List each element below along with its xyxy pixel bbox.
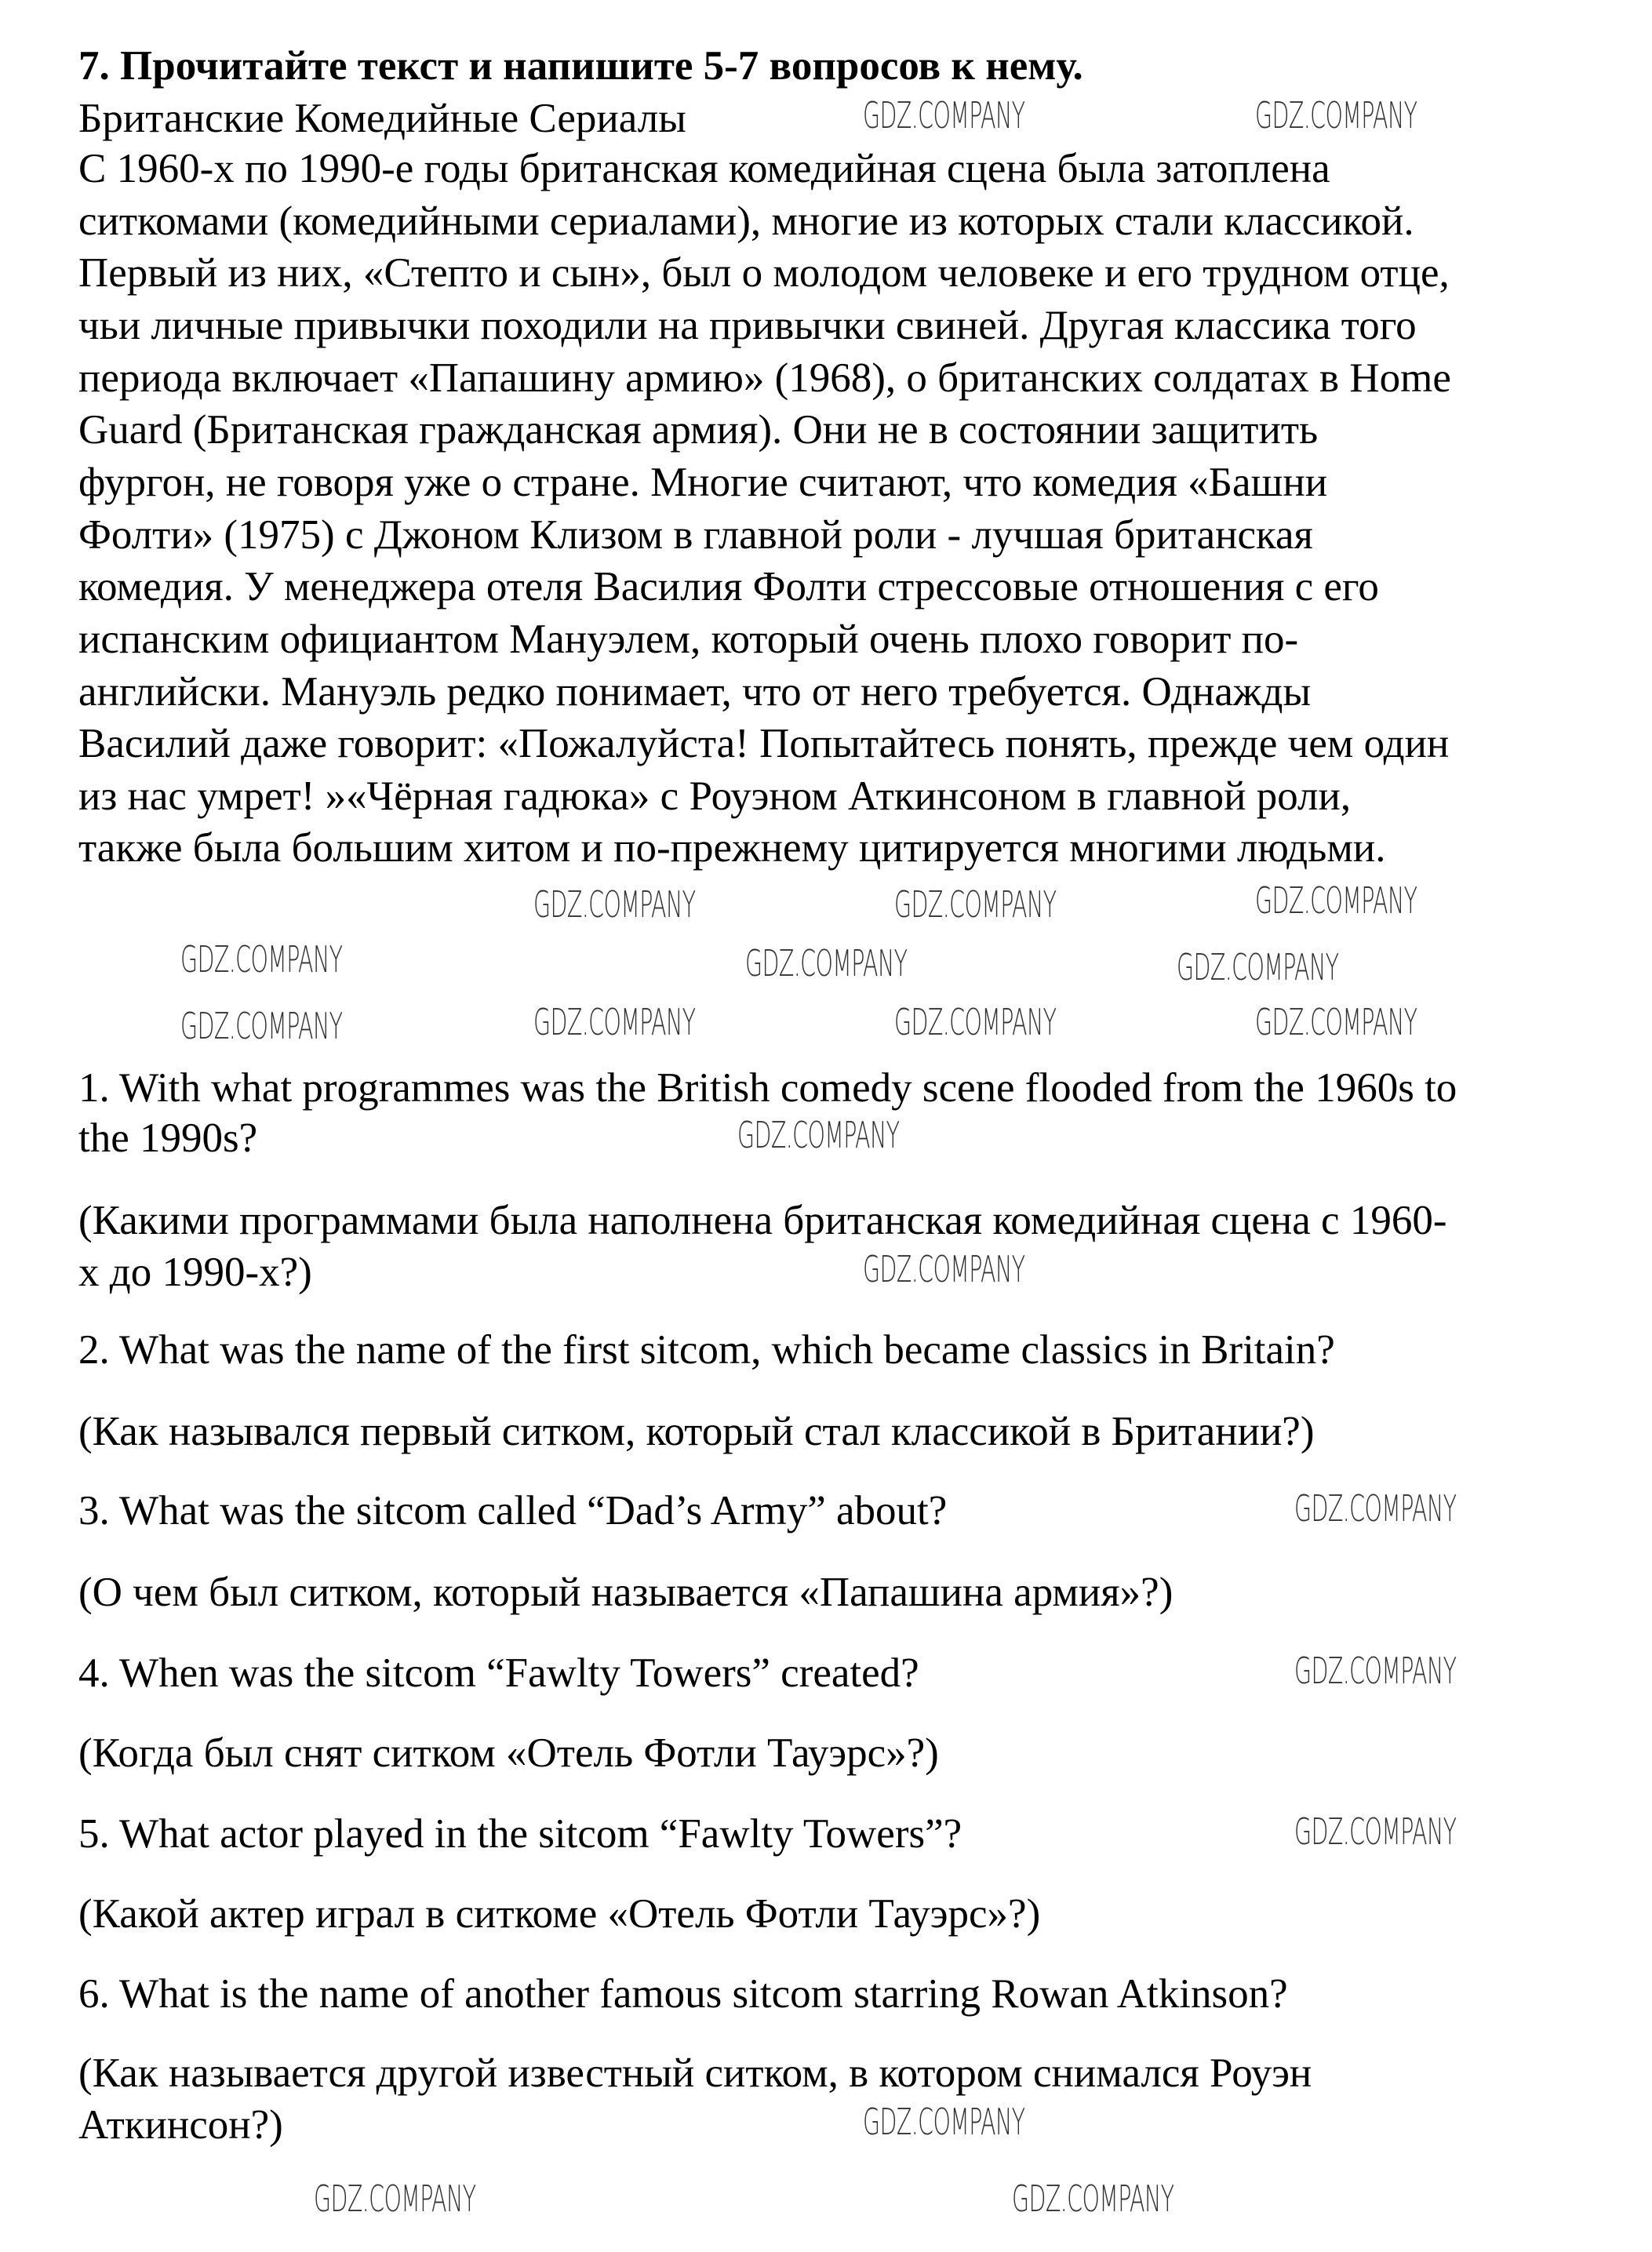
watermark-text: GDZ.COMPANY [1294,1487,1457,1530]
question-ru: (Какой актер играл в ситкоме «Отель Фотли Тауэрс»?) [78,1891,1041,1937]
watermark-text: GDZ.COMPANY [863,2101,1025,2143]
watermark-text: GDZ.COMPANY [737,1114,900,1156]
watermark-text: GDZ.COMPANY [1294,1650,1457,1692]
watermark-text: GDZ.COMPANY [1255,94,1417,136]
watermark-text: GDZ.COMPANY [745,942,908,984]
question-ru: (Как называется другой известный ситком, в котором снимался Роуэн [78,2050,1312,2096]
text-line: также была большим хитом и по-прежнему цитируется многими людьми. [78,825,1386,871]
question-en: 1. With what programmes was the British comedy scene flooded from the 1960s to [78,1065,1457,1111]
question-ru: (Какими программами была наполнена британская комедийная сцена с 1960- [78,1198,1447,1243]
text-line: Guard (Британская гражданская армия). Они не в состоянии защитить [78,407,1319,453]
question-ru: (Когда был снят ситком «Отель Фотли Тауэрс»?) [78,1730,939,1776]
question-en: the 1990s? [78,1115,258,1161]
watermark-text: GDZ.COMPANY [1294,1810,1457,1853]
text-line: Василий даже говорит: «Пожалуйста! Попытайтесь понять, прежде чем один [78,721,1450,766]
watermark-text: GDZ.COMPANY [533,883,696,926]
question-en: 3. What was the sitcom called “Dad’s Army” about? [78,1488,948,1533]
watermark-text: GDZ.COMPANY [533,1001,696,1043]
text-line: ситкомами (комедийными сериалами), многие из которых стали классикой. [78,198,1414,244]
watermark-text: GDZ.COMPANY [863,94,1025,136]
text-line: из нас умрет! »«Чёрная гадюка» с Роуэном Аткинсоном в главной роли, [78,773,1352,819]
text-line: испанским официантом Мануэлем, который очень плохо говорит по- [78,617,1299,662]
text-line: чьи личные привычки походили на привычки свиней. Другая классика того [78,303,1417,348]
watermark-text: GDZ.COMPANY [1255,879,1417,922]
text-line: английски. Мануэль редко понимает, что от него требуется. Однажды [78,669,1312,715]
question-ru: (О чем был ситком, который называется «Папашина армия»?) [78,1570,1174,1615]
question-en: 5. What actor played in the sitcom “Fawlty Towers”? [78,1811,962,1857]
text-line: фургон, не говоря уже о стране. Многие считают, что комедия «Башни [78,460,1328,505]
question-ru: Аткинсон?) [78,2102,283,2148]
watermark-text: GDZ.COMPANY [180,938,343,980]
question-ru: (Как назывался первый ситком, который стал классикой в Британии?) [78,1409,1315,1454]
task-title: 7. Прочитайте текст и напишите 5-7 вопросов к нему. [78,43,1083,89]
watermark-text: GDZ.COMPANY [894,1001,1057,1043]
question-ru: х до 1990-х?) [78,1250,312,1295]
text-line: комедия. У менеджера отеля Василия Фолти стрессовые отношения с его [78,564,1379,609]
watermark-text: GDZ.COMPANY [1012,2177,1174,2220]
text-line: периода включает «Папашину армию» (1968), о британских солдатах в Home [78,355,1451,401]
watermark-text: GDZ.COMPANY [1255,1001,1417,1043]
text-heading: Британские Комедийные Сериалы [78,96,686,141]
text-line: С 1960-х по 1990-е годы британская комедийная сцена была затоплена [78,146,1330,191]
watermark-text: GDZ.COMPANY [863,1248,1025,1290]
question-en: 6. What is the name of another famous sitcom starring Rowan Atkinson? [78,1971,1288,2017]
question-en: 4. When was the sitcom “Fawlty Towers” created? [78,1650,919,1696]
text-line: Первый из них, «Степто и сын», был о молодом человеке и его трудном отце, [78,250,1450,296]
question-en: 2. What was the name of the first sitcom, which became classics in Britain? [78,1327,1335,1373]
watermark-text: GDZ.COMPANY [1177,946,1339,988]
text-line: Фолти» (1975) с Джоном Клизом в главной роли - лучшая британская [78,512,1313,558]
watermark-text: GDZ.COMPANY [314,2177,476,2220]
watermark-text: GDZ.COMPANY [180,1005,343,1047]
watermark-text: GDZ.COMPANY [894,883,1057,926]
